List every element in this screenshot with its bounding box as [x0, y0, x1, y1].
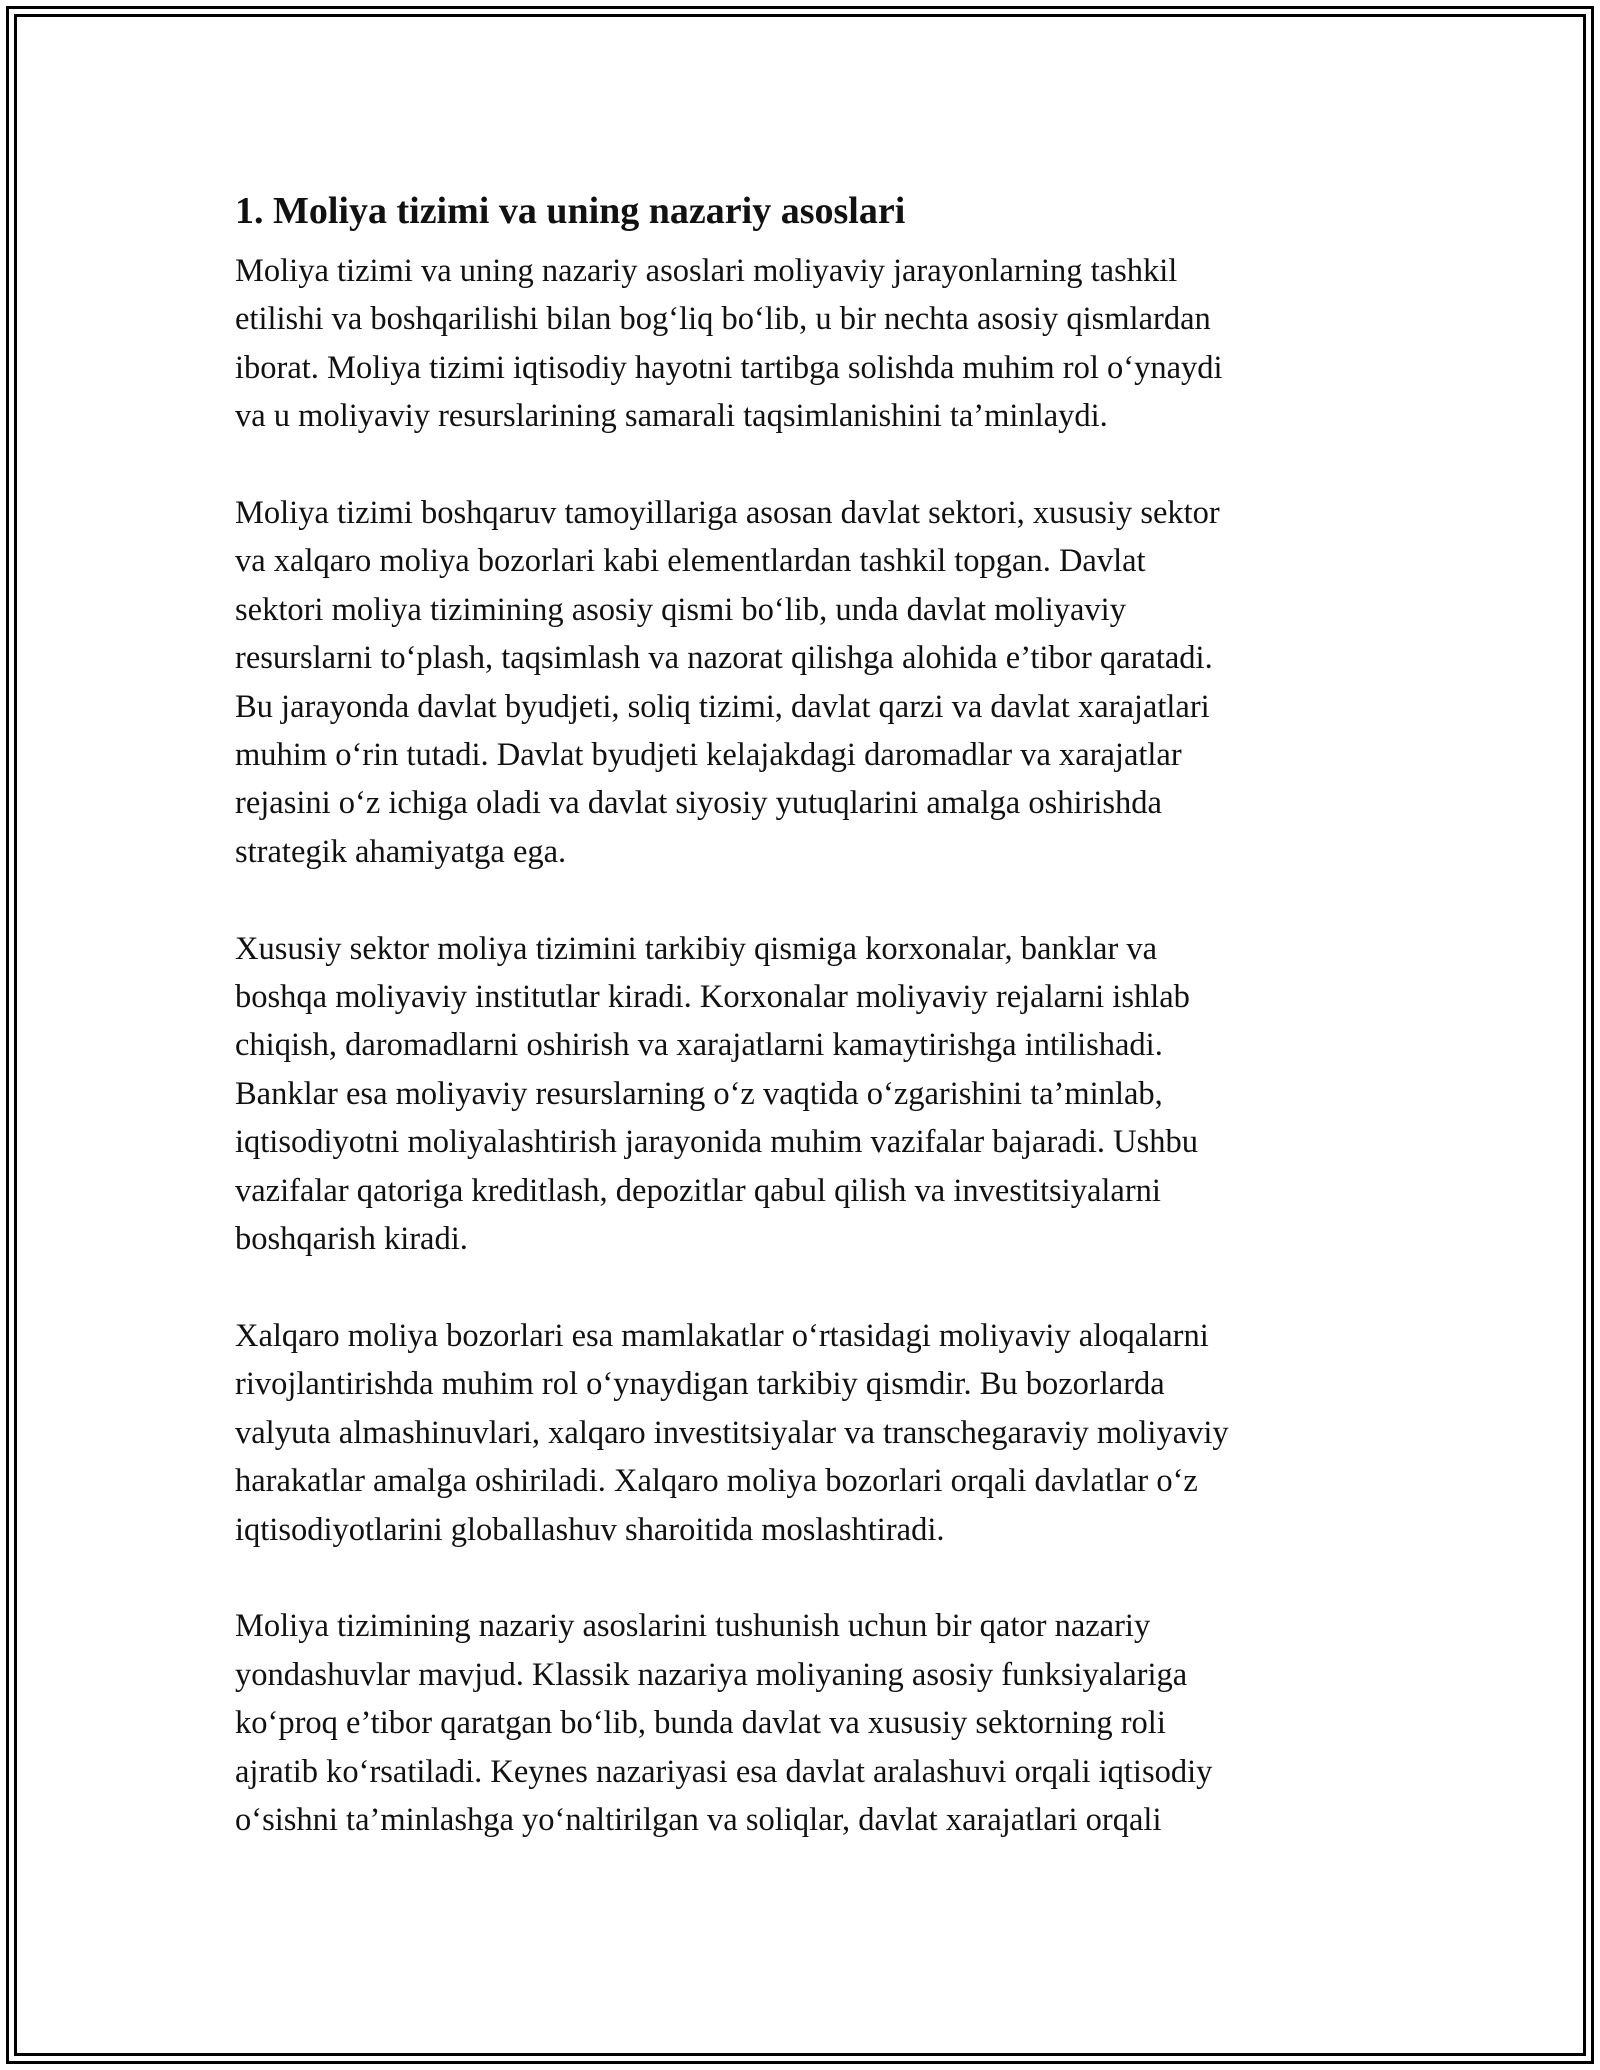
paragraph-4	[235, 1312, 1365, 1554]
text-line: yondashuvlar mavjud. Klassik nazariya moliyaning asosiy funksiyalariga	[235, 1656, 1188, 1693]
text-line: iqtisodiyotlarini globallashuv sharoitida moslashtiradi.	[235, 1511, 945, 1548]
text-line: Banklar esa moliyaviy resurslarning o‘z vaqtida o‘zgarishini ta’minlab,	[235, 1075, 1163, 1112]
text-line: va u moliyaviy resurslarining samarali taqsimlanishini ta’minlaydi.	[235, 398, 1108, 435]
text-line: ko‘proq e’tibor qaratgan bo‘lib, bunda davlat va xususiy sektorning roli	[235, 1705, 1166, 1742]
text-line: rivojlantirishda muhim rol o‘ynaydigan tarkibiy qismdir. Bu bozorlarda	[235, 1366, 1165, 1403]
text-line: o‘sishni ta’minlashga yo‘naltirilgan va soliqlar, davlat xarajatlari orqali	[235, 1801, 1162, 1838]
paragraph-5	[235, 1602, 1365, 1844]
text-line: vazifalar qatoriga kreditlash, depozitlar qabul qilish va investitsiyalarni	[235, 1172, 1161, 1209]
text-line: chiqish, daromadlarni oshirish va xarajatlarni kamaytirishga intilishadi.	[235, 1027, 1163, 1064]
text-line: Xalqaro moliya bozorlari esa mamlakatlar o‘rtasidagi moliyaviy aloqalarni	[235, 1317, 1209, 1354]
text-line: Bu jarayonda davlat byudjeti, soliq tizimi, davlat qarzi va davlat xarajatlari	[235, 688, 1210, 725]
text-line: Xususiy sektor moliya tizimini tarkibiy qismiga korxonalar, banklar va	[235, 930, 1158, 967]
section-heading: 1. Moliya tizimi va uning nazariy asoslari	[235, 190, 906, 232]
text-line: muhim o‘rin tutadi. Davlat byudjeti kelajakdagi daromadlar va xarajatlar	[235, 737, 1182, 774]
text-line: rejasini o‘z ichiga oladi va davlat siyosiy yutuqlarini amalga oshirishda	[235, 785, 1162, 822]
document-body	[235, 185, 1365, 1844]
text-line: valyuta almashinuvlari, xalqaro investitsiyalar va transchegaraviy moliyaviy	[235, 1414, 1229, 1451]
text-line: boshqarish kiradi.	[235, 1221, 468, 1258]
text-line: etilishi va boshqarilishi bilan bog‘liq bo‘lib, u bir nechta asosiy qismlardan	[235, 301, 1211, 338]
text-line: harakatlar amalga oshiriladi. Xalqaro moliya bozorlari orqali davlatlar o‘z	[235, 1463, 1198, 1500]
text-line: Moliya tizimi boshqaruv tamoyillariga asosan davlat sektori, xususiy sektor	[235, 495, 1220, 532]
text-line: strategik ahamiyatga ega.	[235, 833, 567, 870]
text-line: resurslarni to‘plash, taqsimlash va nazorat qilishga alohida e’tibor qaratadi.	[235, 640, 1213, 677]
paragraph-2	[235, 489, 1365, 876]
text-line: ajratib ko‘rsatiladi. Keynes nazariyasi esa davlat aralashuvi orqali iqtisodiy	[235, 1753, 1213, 1790]
paragraph-1	[235, 247, 1365, 441]
text-line: iqtisodiyotni moliyalashtirish jarayonida muhim vazifalar bajaradi. Ushbu	[235, 1124, 1199, 1161]
text-line: Moliya tizimi va uning nazariy asoslari moliyaviy jarayonlarning tashkil	[235, 253, 1178, 289]
text-line: boshqa moliyaviy institutlar kiradi. Korxonalar moliyaviy rejalarni ishlab	[235, 979, 1190, 1016]
text-line: va xalqaro moliya bozorlari kabi elementlardan tashkil topgan. Davlat	[235, 543, 1146, 580]
paragraph-3	[235, 925, 1365, 1264]
text-line: sektori moliya tizimining asosiy qismi bo‘lib, unda davlat moliyaviy	[235, 591, 1126, 628]
text-line: Moliya tizimining nazariy asoslarini tushunish uchun bir qator nazariy	[235, 1608, 1151, 1645]
text-line: iborat. Moliya tizimi iqtisodiy hayotni tartibga solishda muhim rol o‘ynaydi	[235, 349, 1223, 386]
